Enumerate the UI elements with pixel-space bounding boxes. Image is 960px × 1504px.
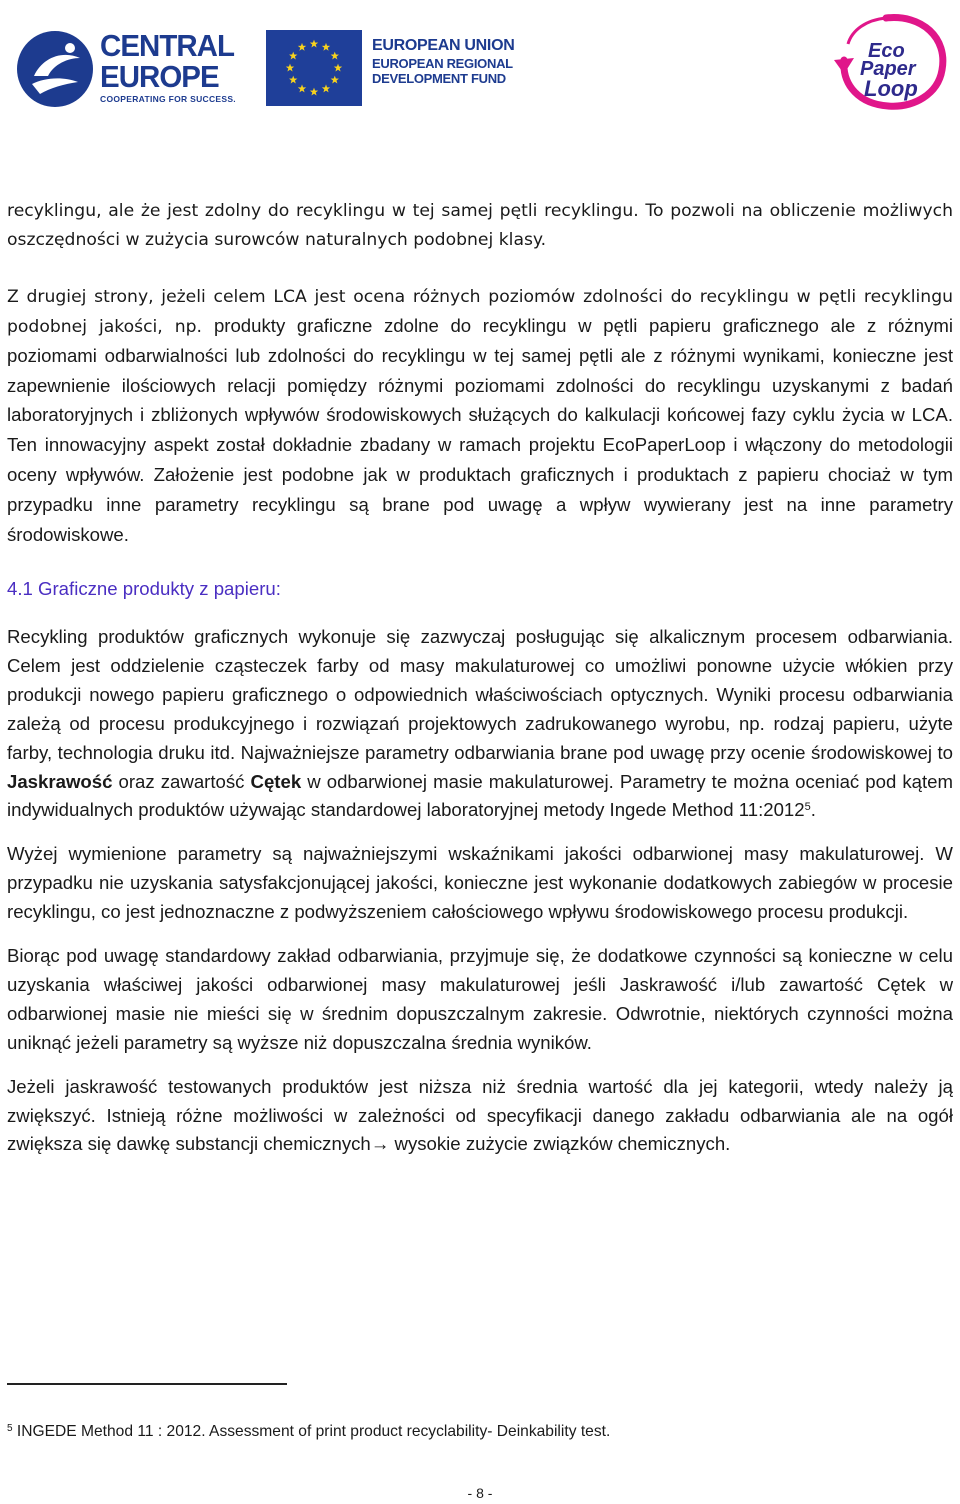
paragraph-3-part-c: w odbarwionej masie makulaturowej. Parametry te można oceniać pod kątem indywidualnych produktów używając standardowej laboratoryjnej metody Ingede Method 11:2012 [7,770,953,821]
paragraph-2-part-b: produkty graficzne zdolne do recyklingu w pętli papieru graficznego ale z różnymi poziomami odbarwialności lub zdolności do recyklingu w tej samej pętli ale z różnymi wynikami, konieczne jest zapewnienie ilościowych relacji pomiędzy różnymi poziomami zdolności do recyklingu uzyskanymi z badań laboratoryjnych i zbliżonych wpływów środowiskowych służących do kalkulacji końcowej fazy cyklu życia w LCA. Ten innowacyjny aspekt został dokładnie zbadany w ramach projektu EcoPaperLoop i włączony do metodologii oceny wpływów. Założenie jest podobne jak w produktach graficznych i produktach z papieru chociaż w tym przypadku inne parametry recyklingu są brane pod uwagę a wpływ wywierany jest na inne parametry środowiskowe. [7,314,953,546]
page-number: - 8 - [467,1485,493,1501]
eu-flag-icon [266,30,362,106]
term-cetek: Cętek [250,770,302,792]
footnote-separator [7,1383,287,1385]
section-number: 4.1 [7,577,33,599]
central-europe-wordmark [100,30,241,104]
loop-word: Loop [864,75,918,101]
central-europe-logo [14,28,250,114]
paragraph-3-part-a: Recykling produktów graficznych wykonuje się zazwyczaj posługując się alkalicznym procesem odbarwiania. Celem jest oddzielenie cząsteczek farby od masy makulaturowej co umożliwi ponowne użycie włókien przy produkcji nowego papieru graficznego o odpowiednich właściwościach optycznych. Wyniki procesu odbarwiania zależą od procesu produkcyjnego i rozwiązań projektowych zadrukowanego wyrobu, np. rodzaj papieru, użyte farby, technologia druku itd. Najważniejsze parametry odbarwiania brane pod uwagę przy ocenie środowiskowej to [7,625,953,763]
paragraph-1: recyklingu, ale że jest zdolny do recyklingu w tej samej pętli recyklingu. To pozwoli na obliczenie możliwych oszczędności w zużycia surowców naturalnych podobnej klasy. [7,201,953,250]
footnote-text: INGEDE Method 11 : 2012. Assessment of print product recyclability- Deinkability test. [12,1423,611,1440]
document-body [7,197,953,1159]
eu-logo [266,30,516,110]
paragraph-6: Jeżeli jaskrawość testowanych produktów jest niższa niż średnia wartość dla jej kategorii, wtedy należy ją zwiększyć. Istnieją różne możliwości w zależności od specyfikacji danego zakładu odbarwiania ale na ogół zwiększa się dawkę substancji chemicznych→ wysokie zużycie związków chemicznych. [7,1075,953,1155]
footnote-number: 5 [7,1423,13,1434]
paragraph-4: Wyżej wymienione parametry są najważniejszymi wskaźnikami jakości odbarwionej masy makulaturowej. W przypadku nie uzyskania satysfakcjonującej jakości, konieczne jest wykonanie dodatkowych zabiegów w procesie recyklingu, co jest jednoznaczne z podwyższeniem całościowego wpływu środowiskowego procesu produkcji. [7,843,953,923]
paragraph-2-part-a: Z drugiej strony, jeżeli celem LCA jest ocena różnych poziomów zdolności do recyklingu w pętli recyklingu podobnej jakości, np. [7,286,953,337]
term-jaskrawosc: Jaskrawość [7,770,113,792]
paragraph-5: Biorąc pod uwagę standardowy zakład odbarwiania, przyjmuje się, że dodatkowe czynności są konieczne w celu uzyskania właściwej jakości odbarwionej masy makulaturowej jeśli Jaskrawość i/lub zawartość Cętek w odbarwionej masie nie mieści się w średnim dopuszczalnym zakresie. Odwrotnie, niektórych czynności można uniknąć jeżeli parametry są wyższe niż dopuszczalna średnia wyników. [7,945,953,1053]
eu-wordmark [372,36,514,87]
paragraph-3 [7,623,953,825]
eu-line1: EUROPEAN UNION [372,37,515,54]
eu-line2: EUROPEAN REGIONAL [372,55,513,71]
section-heading [7,575,953,603]
section-title: Graficzne produkty z papieru: [38,577,281,599]
ecopaperloop-logo [826,8,952,112]
header-logos [0,0,960,120]
paragraph-3-part-d: . [810,799,816,821]
ce-line2: EUROPE [100,59,219,94]
footnote [7,1423,610,1441]
ce-line1: CENTRAL [100,28,235,63]
eu-line3: DEVELOPMENT FUND [372,71,506,87]
paragraph-2 [7,283,953,551]
ce-tagline: COOPERATING FOR SUCCESS. [100,94,236,104]
paper-word: Paper [860,58,916,81]
footnote-ref[interactable]: 5 [804,801,811,814]
ecopaperloop-wordmark [856,42,918,99]
eco-word: Eco [868,40,905,62]
paragraph-3-part-b: oraz zawartość [112,770,251,792]
central-europe-emblem-icon [14,28,96,110]
